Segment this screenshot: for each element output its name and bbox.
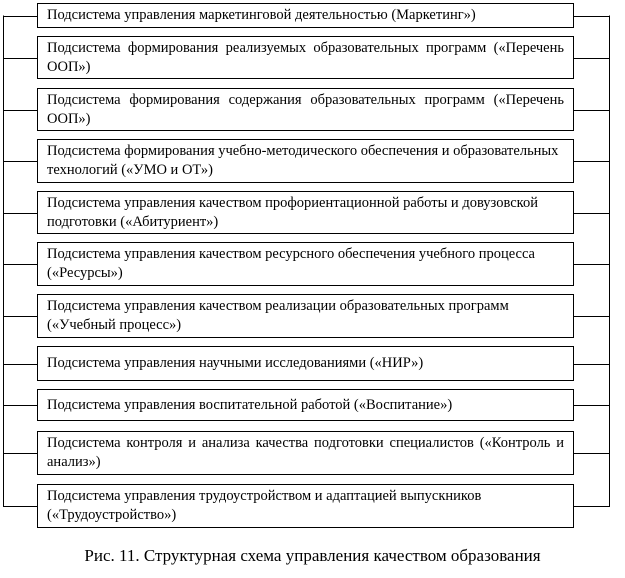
subsystem-box-employment <box>37 484 574 528</box>
subsystem-label-research: Подсистема управления научными исследованиями («НИР») <box>47 355 424 371</box>
subsystem-box-marketing <box>37 3 574 28</box>
subsystem-label-marketing: Подсистема управления маркетинговой деятельностью (Маркетинг») <box>47 7 476 23</box>
subsystem-box-resources <box>37 242 574 286</box>
subsystem-label-umo: Подсистема формирования учебно-методического обеспечения и образовательных технологий («УМО и ОТ») <box>47 143 559 178</box>
subsystem-box-educational-process <box>37 294 574 338</box>
subsystem-box-program-list <box>37 36 574 79</box>
subsystem-box-research <box>37 346 574 381</box>
subsystem-box-applicant <box>37 191 574 234</box>
subsystem-box-program-content <box>37 88 574 131</box>
subsystem-label-control-analysis: Подсистема контроля и анализа качества подготовки специалистов («Контроль и анализ») <box>47 435 564 470</box>
subsystem-box-umo <box>37 139 574 183</box>
subsystem-label-upbringing: Подсистема управления воспитательной работой («Воспитание») <box>47 396 453 413</box>
subsystem-label-applicant: Подсистема управления качеством профориентационной работы и довузовской подготовки («Абитуриент») <box>47 194 538 230</box>
subsystem-box-control-analysis <box>37 431 574 475</box>
subsystem-label-program-list: Подсистема формирования реализуемых образовательных программ («Перечень ООП») <box>47 39 564 75</box>
figure-caption: Рис. 11. Структурная схема управления качеством образования <box>84 546 541 565</box>
subsystem-label-employment: Подсистема управления трудоустройством и адаптацией выпускников («Трудоустройство») <box>47 488 482 523</box>
subsystem-label-educational-process: Подсистема управления качеством реализации образовательных программ («Учебный процесс») <box>47 298 509 333</box>
subsystem-label-resources: Подсистема управления качеством ресурсного обеспечения учебного процесса («Ресурсы») <box>47 246 535 281</box>
subsystem-label-program-content: Подсистема формирования содержания образовательных программ («Перечень ООП») <box>47 91 564 127</box>
subsystem-box-upbringing <box>37 389 574 421</box>
